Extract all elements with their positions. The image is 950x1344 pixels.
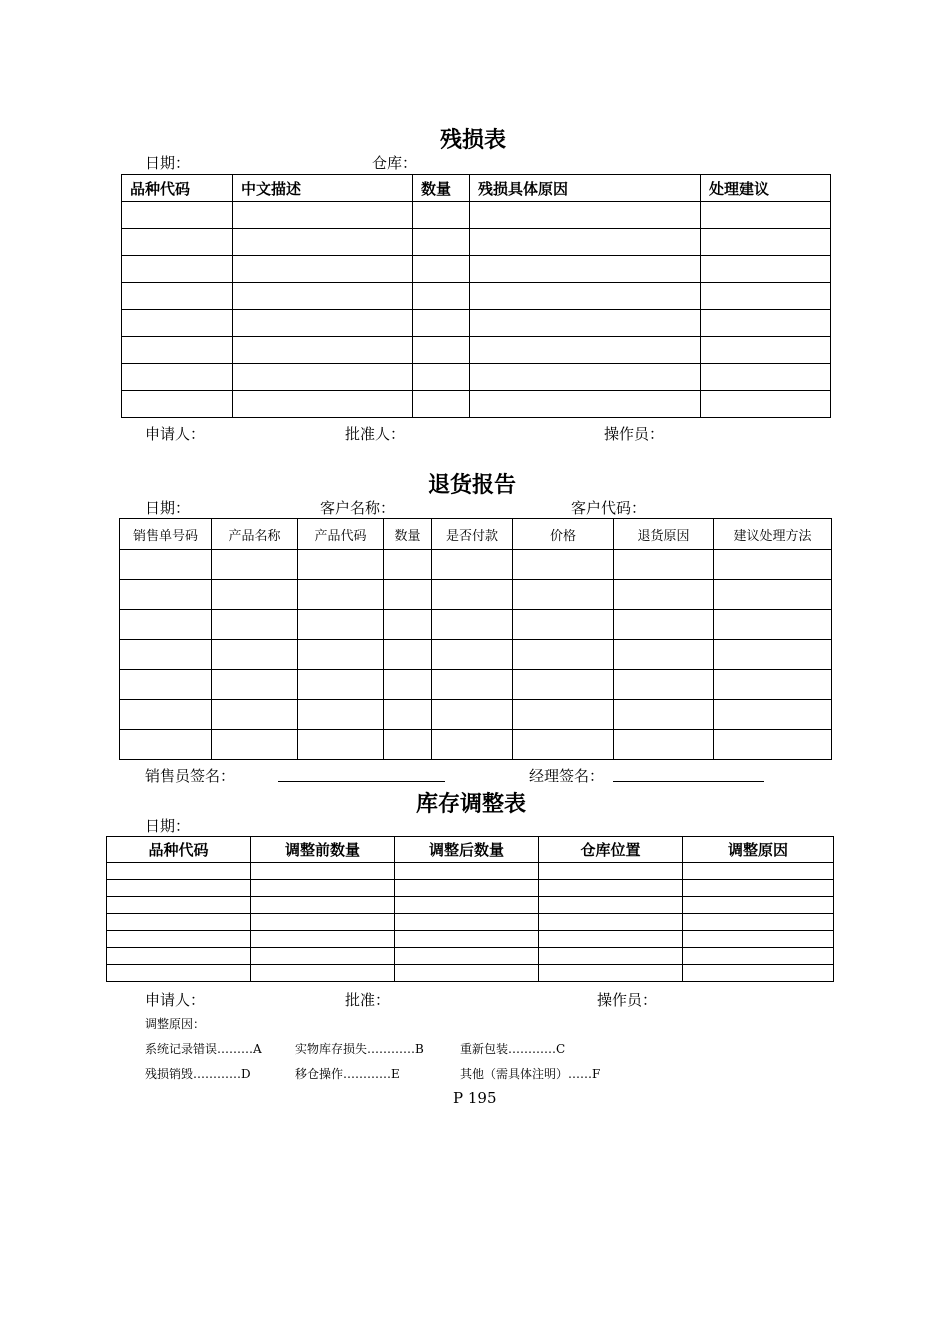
table-cell[interactable] — [614, 640, 714, 670]
table-cell[interactable] — [251, 880, 395, 897]
table-cell[interactable] — [233, 202, 413, 229]
table-cell[interactable] — [122, 337, 233, 364]
damage-approver-label: 批准人： — [345, 425, 406, 443]
table-cell[interactable] — [122, 202, 233, 229]
table-cell[interactable] — [384, 730, 432, 760]
table-cell[interactable] — [298, 550, 384, 580]
table-row — [122, 337, 831, 364]
table-row — [122, 256, 831, 283]
table-row — [107, 880, 834, 897]
damage-header-suggestion: 处理建议 — [701, 175, 831, 202]
table-cell[interactable] — [298, 700, 384, 730]
return-header-price: 价格 — [513, 519, 614, 550]
table-row — [122, 229, 831, 256]
table-cell[interactable] — [701, 283, 831, 310]
damage-applicant-label: 申请人： — [145, 425, 206, 443]
table-cell[interactable] — [212, 640, 298, 670]
table-cell[interactable] — [212, 730, 298, 760]
table-row — [120, 580, 832, 610]
table-cell[interactable] — [539, 931, 683, 948]
inventory-adjustment-title: 库存调整表 — [416, 792, 527, 817]
table-cell[interactable] — [714, 640, 832, 670]
salesperson-sign-label: 销售员签名： — [145, 767, 236, 785]
table-cell[interactable] — [107, 914, 251, 931]
table-cell[interactable] — [470, 256, 701, 283]
table-cell[interactable] — [683, 948, 834, 965]
table-cell[interactable] — [298, 610, 384, 640]
table-cell[interactable] — [413, 229, 470, 256]
table-row — [107, 863, 834, 880]
table-row — [122, 202, 831, 229]
table-cell[interactable] — [384, 610, 432, 640]
table-row — [107, 897, 834, 914]
table-cell[interactable] — [107, 880, 251, 897]
table-cell[interactable] — [120, 670, 212, 700]
table-cell[interactable] — [212, 670, 298, 700]
table-cell[interactable] — [122, 283, 233, 310]
table-cell[interactable] — [683, 863, 834, 880]
table-cell[interactable] — [614, 700, 714, 730]
damage-warehouse-label: 仓库： — [372, 154, 418, 172]
reason-code-d: 残损销毁…………D — [145, 1067, 251, 1081]
damage-header-code: 品种代码 — [122, 175, 233, 202]
table-cell[interactable] — [470, 364, 701, 391]
return-header-product-name: 产品名称 — [212, 519, 298, 550]
adjustment-table — [106, 836, 834, 982]
table-row — [120, 640, 832, 670]
table-cell[interactable] — [513, 640, 614, 670]
damage-header-quantity: 数量 — [413, 175, 470, 202]
table-cell[interactable] — [251, 965, 395, 982]
table-cell[interactable] — [233, 364, 413, 391]
table-cell[interactable] — [120, 700, 212, 730]
damage-date-label: 日期： — [145, 154, 191, 172]
manager-sign-label: 经理签名： — [529, 767, 605, 785]
table-cell[interactable] — [432, 700, 513, 730]
table-cell[interactable] — [470, 229, 701, 256]
table-cell[interactable] — [395, 880, 539, 897]
adjustment-header-code: 品种代码 — [107, 837, 251, 863]
table-cell[interactable] — [683, 965, 834, 982]
return-customer-code-label: 客户代码： — [571, 499, 647, 517]
table-cell[interactable] — [470, 283, 701, 310]
adjustment-header-before-qty: 调整前数量 — [251, 837, 395, 863]
table-cell[interactable] — [233, 391, 413, 418]
table-cell[interactable] — [298, 670, 384, 700]
table-cell[interactable] — [251, 863, 395, 880]
reason-code-a: 系统记录错误………A — [145, 1042, 262, 1056]
table-cell[interactable] — [298, 730, 384, 760]
table-cell[interactable] — [413, 256, 470, 283]
table-row — [107, 931, 834, 948]
table-row — [120, 610, 832, 640]
table-cell[interactable] — [233, 310, 413, 337]
reason-code-f: 其他（需具体注明）……F — [460, 1067, 601, 1081]
table-cell[interactable] — [513, 550, 614, 580]
table-cell[interactable] — [395, 948, 539, 965]
table-cell[interactable] — [539, 880, 683, 897]
return-customer-name-label: 客户名称： — [320, 499, 396, 517]
table-cell[interactable] — [539, 897, 683, 914]
adjustment-reasons-label: 调整原因： — [145, 1017, 206, 1031]
table-row — [122, 310, 831, 337]
table-row — [122, 391, 831, 418]
table-row — [107, 965, 834, 982]
table-cell[interactable] — [212, 580, 298, 610]
table-cell[interactable] — [413, 364, 470, 391]
table-cell[interactable] — [683, 931, 834, 948]
table-cell[interactable] — [432, 550, 513, 580]
return-table — [119, 518, 832, 760]
table-cell[interactable] — [614, 730, 714, 760]
damage-table — [121, 174, 831, 418]
table-cell[interactable] — [107, 931, 251, 948]
table-cell[interactable] — [251, 897, 395, 914]
table-cell[interactable] — [120, 730, 212, 760]
table-cell[interactable] — [107, 948, 251, 965]
table-cell[interactable] — [298, 640, 384, 670]
table-cell[interactable] — [432, 610, 513, 640]
table-cell[interactable] — [513, 610, 614, 640]
table-cell[interactable] — [614, 670, 714, 700]
table-cell[interactable] — [413, 202, 470, 229]
table-cell[interactable] — [714, 670, 832, 700]
adjustment-header-location: 仓库位置 — [539, 837, 683, 863]
table-cell[interactable] — [395, 914, 539, 931]
table-cell[interactable] — [513, 700, 614, 730]
page-number: P 195 — [453, 1089, 497, 1107]
table-cell[interactable] — [120, 580, 212, 610]
table-cell[interactable] — [470, 391, 701, 418]
reason-code-b: 实物库存损失…………B — [295, 1042, 424, 1056]
table-cell[interactable] — [212, 700, 298, 730]
adjustment-date-label: 日期： — [145, 817, 191, 835]
table-cell[interactable] — [212, 550, 298, 580]
table-cell[interactable] — [298, 580, 384, 610]
table-cell[interactable] — [513, 730, 614, 760]
table-cell[interactable] — [714, 730, 832, 760]
damage-header-description: 中文描述 — [233, 175, 413, 202]
adjustment-approver-label: 批准： — [345, 991, 391, 1009]
table-cell[interactable] — [395, 897, 539, 914]
table-cell[interactable] — [470, 202, 701, 229]
table-cell[interactable] — [432, 670, 513, 700]
table-cell[interactable] — [122, 364, 233, 391]
salesperson-sign-line — [278, 781, 445, 782]
table-cell[interactable] — [513, 670, 614, 700]
return-header-product-code: 产品代码 — [298, 519, 384, 550]
table-cell[interactable] — [122, 310, 233, 337]
table-cell[interactable] — [614, 610, 714, 640]
table-row — [120, 730, 832, 760]
table-row — [122, 283, 831, 310]
table-cell[interactable] — [539, 948, 683, 965]
table-cell[interactable] — [683, 914, 834, 931]
table-row — [120, 550, 832, 580]
table-cell[interactable] — [714, 700, 832, 730]
table-cell[interactable] — [395, 863, 539, 880]
table-cell[interactable] — [413, 391, 470, 418]
table-cell[interactable] — [470, 310, 701, 337]
return-date-label: 日期： — [145, 499, 191, 517]
table-row — [107, 914, 834, 931]
return-header-suggested-method: 建议处理方法 — [714, 519, 832, 550]
reason-code-e: 移仓操作…………E — [295, 1067, 400, 1081]
table-cell[interactable] — [539, 914, 683, 931]
table-cell[interactable] — [614, 550, 714, 580]
reason-code-c: 重新包装…………C — [460, 1042, 566, 1056]
table-cell[interactable] — [233, 229, 413, 256]
table-cell[interactable] — [701, 337, 831, 364]
table-cell[interactable] — [122, 391, 233, 418]
table-cell[interactable] — [714, 550, 832, 580]
table-cell[interactable] — [251, 914, 395, 931]
table-cell[interactable] — [470, 337, 701, 364]
damage-header-reason: 残损具体原因 — [470, 175, 701, 202]
table-cell[interactable] — [107, 897, 251, 914]
table-cell[interactable] — [384, 670, 432, 700]
table-row — [107, 948, 834, 965]
table-cell[interactable] — [714, 610, 832, 640]
table-cell[interactable] — [384, 700, 432, 730]
return-header-quantity: 数量 — [384, 519, 432, 550]
table-cell[interactable] — [384, 640, 432, 670]
table-cell[interactable] — [701, 310, 831, 337]
table-cell[interactable] — [701, 229, 831, 256]
table-row — [120, 700, 832, 730]
table-cell[interactable] — [251, 948, 395, 965]
return-header-reason: 退货原因 — [614, 519, 714, 550]
table-cell[interactable] — [513, 580, 614, 610]
adjustment-header-reason: 调整原因 — [683, 837, 834, 863]
table-cell[interactable] — [614, 580, 714, 610]
table-cell[interactable] — [251, 931, 395, 948]
table-cell[interactable] — [413, 283, 470, 310]
table-cell[interactable] — [120, 550, 212, 580]
table-cell[interactable] — [413, 337, 470, 364]
table-cell[interactable] — [539, 863, 683, 880]
table-cell[interactable] — [120, 610, 212, 640]
table-cell[interactable] — [395, 931, 539, 948]
table-cell[interactable] — [432, 580, 513, 610]
return-report-title: 退货报告 — [428, 473, 517, 498]
table-cell[interactable] — [714, 580, 832, 610]
table-cell[interactable] — [122, 256, 233, 283]
table-row — [120, 670, 832, 700]
table-row — [122, 364, 831, 391]
adjustment-header-after-qty: 调整后数量 — [395, 837, 539, 863]
table-cell[interactable] — [432, 730, 513, 760]
adjustment-operator-label: 操作员： — [597, 991, 658, 1009]
return-header-paid: 是否付款 — [432, 519, 513, 550]
damage-operator-label: 操作员： — [604, 425, 665, 443]
table-cell[interactable] — [122, 229, 233, 256]
table-cell[interactable] — [233, 337, 413, 364]
table-cell[interactable] — [384, 550, 432, 580]
table-cell[interactable] — [683, 880, 834, 897]
table-cell[interactable] — [701, 391, 831, 418]
table-cell[interactable] — [233, 256, 413, 283]
adjustment-applicant-label: 申请人： — [145, 991, 206, 1009]
table-cell[interactable] — [539, 965, 683, 982]
table-cell[interactable] — [212, 610, 298, 640]
table-cell[interactable] — [395, 965, 539, 982]
table-cell[interactable] — [432, 640, 513, 670]
table-cell[interactable] — [701, 364, 831, 391]
damage-form-title: 残损表 — [440, 128, 507, 153]
table-cell[interactable] — [107, 965, 251, 982]
table-cell[interactable] — [701, 256, 831, 283]
table-cell[interactable] — [384, 580, 432, 610]
return-header-order-no: 销售单号码 — [120, 519, 212, 550]
table-cell[interactable] — [413, 310, 470, 337]
table-cell[interactable] — [120, 640, 212, 670]
manager-sign-line — [613, 781, 764, 782]
table-cell[interactable] — [107, 863, 251, 880]
table-cell[interactable] — [701, 202, 831, 229]
table-cell[interactable] — [233, 283, 413, 310]
table-cell[interactable] — [683, 897, 834, 914]
